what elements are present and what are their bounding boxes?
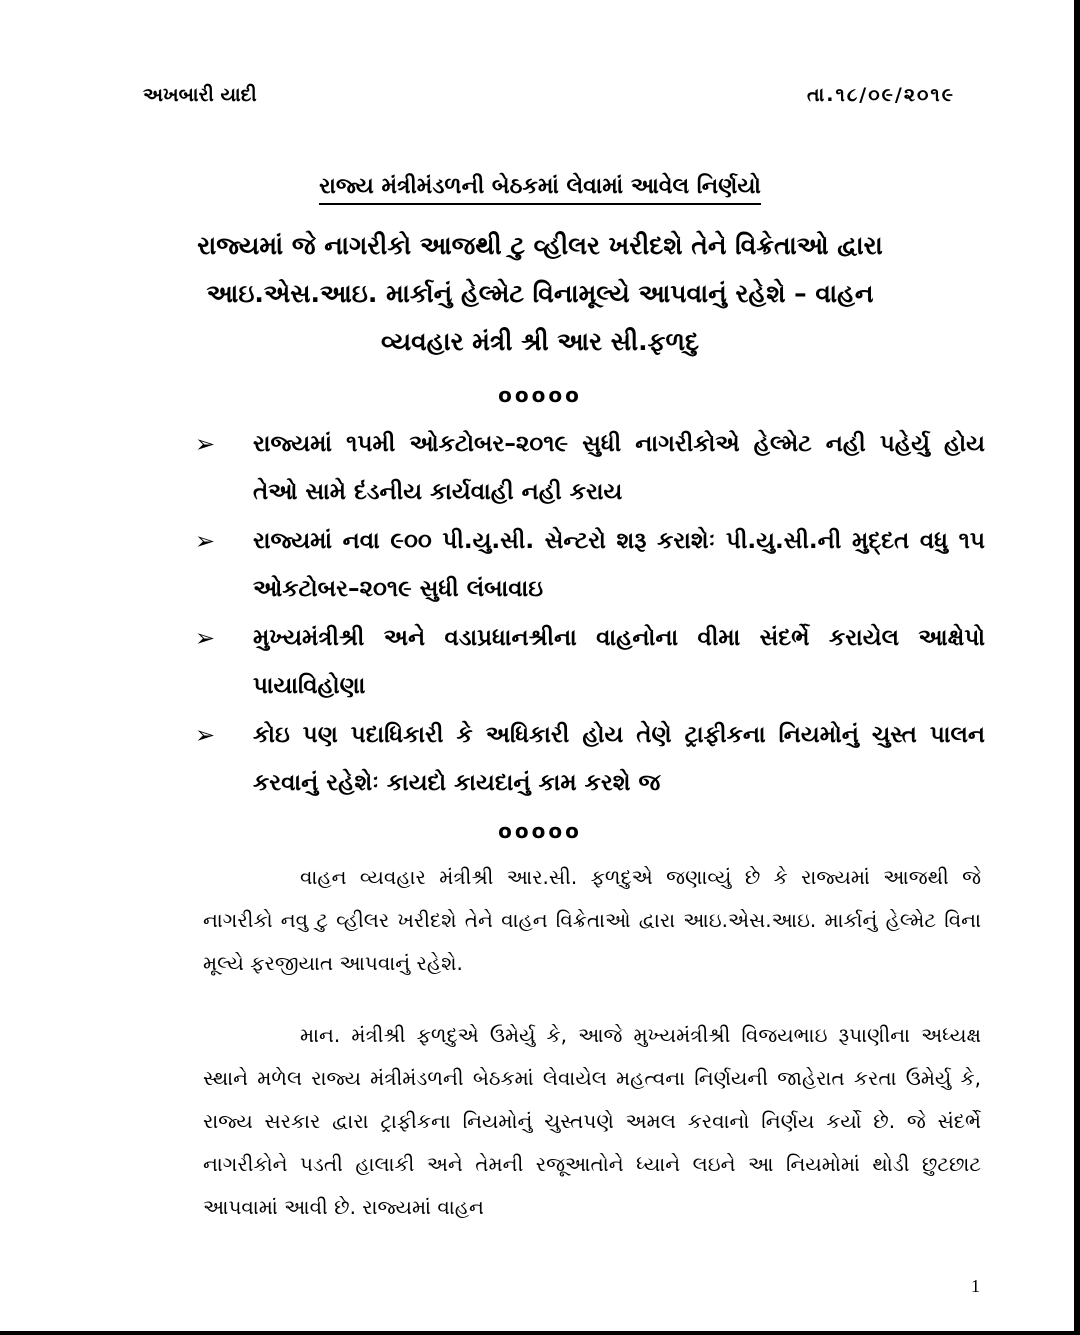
bullet-text: કોઇ પણ પદાધિકારી કે અધિકારી હોય તેણે ટ્રાફીકના નિયમોનું ચુસ્ત પાલન કરવાનું રહેશેઃ કાયદો કાયદાનું કામ કરશે જ [253, 722, 985, 796]
bullet-item [195, 614, 985, 710]
separator-top: ooooo [498, 383, 582, 407]
bullet-text: રાજ્યમાં ૧૫મી ઓકટોબર–૨૦૧૯ સુધી નાગરીકોએ હેલ્મેટ નહી પહેર્યુ હોય તેઓ સામે દંડનીય કાર્યવાહી નહી કરાય [253, 431, 985, 505]
bullet-text: મુખ્યમંત્રીશ્રી અને વડાપ્રધાનશ્રીના વાહનોના વીમા સંદર્ભે કરાયેલ આક્ષેપો પાયાવિહોણા [253, 625, 985, 699]
bullet-item [195, 711, 985, 807]
arrow-bullet-icon: ➢ [195, 527, 216, 555]
body-paragraph: વાહન વ્યવહાર મંત્રીશ્રી આર.સી. ફળદુએ જણાવ્યું છે કે રાજ્યમાં આજથી જે નાગરીકો નવુ ટુ વ્હીલર ખરીદશે તેને વાહન વિક્રેતાઓ દ્વારા આઇ.એસ.આઇ. માર્કાનું હેલ્મેટ વિના મૂલ્યે ફરજીયાત આપવાનું રહેશે. [203, 865, 981, 975]
headline: રાજ્યમાં જે નાગરીકો આજથી ટુ વ્હીલર ખરીદશે તેને વિક્રેતાઓ દ્વારા આઇ.એસ.આઇ. માર્કાનું હેલ્મેટ વિનામૂલ્યે આપવાનું રહેશે – વાહન વ્યવહાર મંત્રી શ્રી આર સી.ફળદુ [197, 231, 883, 356]
arrow-bullet-icon: ➢ [195, 721, 216, 749]
bullet-item [195, 420, 985, 516]
separator-bottom: ooooo [498, 819, 582, 843]
arrow-bullet-icon: ➢ [195, 624, 216, 652]
press-release-label: અખબારી યાદી [143, 84, 257, 106]
page-number: 1 [971, 1276, 980, 1296]
subtitle [0, 174, 1080, 199]
page-edge-right [1074, 0, 1080, 1335]
page-edge-bottom [0, 1331, 1080, 1335]
bullet-text: રાજ્યમાં નવા ૯૦૦ પી.યુ.સી. સેન્ટરો શરૂ કરાશેઃ પી.યુ.સી.ની મુદ્દત વધુ ૧૫ ઓકટોબર–૨૦૧૯ સુધી લંબાવાઇ [253, 528, 986, 602]
subtitle-text: રાજ્ય મંત્રીમંડળની બેઠકમાં લેવામાં આવેલ નિર્ણયો [319, 174, 761, 205]
release-date: તા.૧૮/૦૯/૨૦૧૯ [807, 84, 955, 106]
bullet-list [195, 420, 985, 808]
body-paragraph: માન. મંત્રીશ્રી ફળદુએ ઉમેર્યુ કે, આજે મુખ્યમંત્રીશ્રી વિજયભાઇ રૂપાણીના અધ્યક્ષ સ્થાને મળેલ રાજ્ય મંત્રીમંડળની બેઠકમાં લેવાયેલ મહત્વના નિર્ણયની જાહેરાત કરતા ઉમેર્યુ કે, રાજ્ય સરકાર દ્વારા ટ્રાફીકના નિયમોનું ચુસ્તપણે અમલ કરવાનો નિર્ણય કર્યો છે. જે સંદર્ભે નાગરીકોને પડતી હાલાકી અને તેમની રજૂઆતોને ધ્યાને લઇને આ નિયમોમાં થોડી છુટછાટ આપવામાં આવી છે. રાજ્યમાં વાહન [203, 1023, 981, 1219]
arrow-bullet-icon: ➢ [195, 430, 216, 458]
bullet-item [195, 517, 985, 613]
